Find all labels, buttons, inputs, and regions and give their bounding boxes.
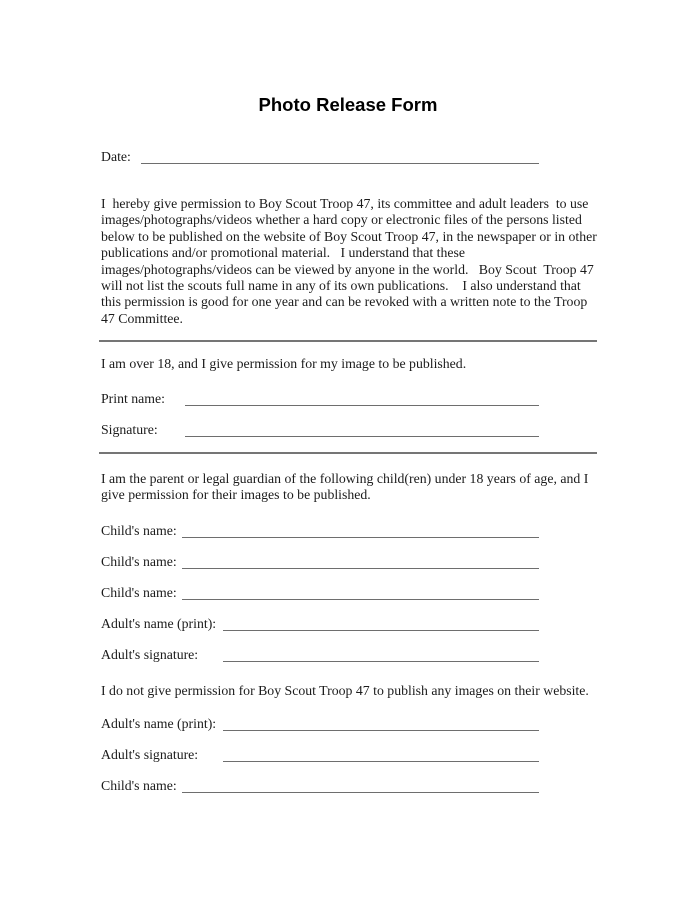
adult-print-name-label: Adult's name (print):: [101, 715, 217, 731]
intro-line: images/photographs/videos whether a hard copy or electronic files of the persons listed: [101, 212, 582, 228]
over-18-statement: I am over 18, and I give permission for my image to be published.: [101, 356, 467, 372]
adult-signature-field-row: [101, 646, 539, 663]
refusal-adult-signature-line[interactable]: [223, 761, 539, 762]
child-name-label: Child's name:: [101, 554, 177, 570]
date-line[interactable]: [141, 163, 539, 164]
child-name-line-2[interactable]: [182, 568, 539, 569]
adult-print-name-label: Adult's name (print):: [101, 616, 217, 632]
print-name-line[interactable]: [185, 405, 539, 406]
adult-print-name-field-row: [101, 715, 539, 732]
child-name-label: Child's name:: [101, 777, 177, 793]
child-name-field-row: [101, 777, 539, 794]
child-name-line-3[interactable]: [182, 599, 539, 600]
date-label: Date:: [101, 149, 131, 164]
intro-line: below to be published on the website of Boy Scout Troop 47, in the newspaper or in other: [101, 228, 597, 244]
adult-signature-label: Adult's signature:: [101, 746, 199, 762]
signature-field-row: [101, 421, 539, 438]
print-name-field-row: [101, 390, 539, 407]
intro-line: 47 Committee.: [101, 310, 184, 326]
child-name-field-row: [101, 584, 539, 601]
child-name-line-1[interactable]: [182, 537, 539, 538]
child-name-label: Child's name:: [101, 585, 177, 601]
signature-line[interactable]: [185, 436, 539, 437]
page-title: Photo Release Form: [258, 94, 438, 115]
guardian-statement: [101, 471, 595, 504]
intro-line: publications and/or promotional material. I understand that these: [101, 245, 465, 261]
adult-signature-label: Adult's signature:: [101, 647, 199, 663]
adult-signature-line[interactable]: [223, 661, 539, 662]
child-name-field-row: [101, 522, 539, 539]
refusal-adult-print-name-line[interactable]: [223, 730, 539, 731]
no-permission-statement: I do not give permission for Boy Scout Troop 47 to publish any images on their website.: [101, 683, 589, 699]
section-divider: [99, 340, 597, 342]
signature-label: Signature:: [101, 421, 158, 437]
guardian-statement-line: give permission for their images to be published.: [101, 487, 371, 503]
refusal-child-name-line[interactable]: [182, 792, 539, 793]
section-divider: [99, 452, 597, 454]
intro-line: will not list the scouts full name in any of its own publications. I also understand that: [101, 278, 581, 294]
child-name-field-row: [101, 553, 539, 570]
child-name-label: Child's name:: [101, 523, 177, 539]
intro-line: images/photographs/videos can be viewed by anyone in the world. Boy Scout Troop 47: [101, 261, 594, 277]
date-field-row: [101, 148, 539, 165]
permission-paragraph: [101, 196, 595, 327]
adult-signature-field-row: [101, 746, 539, 763]
adult-print-name-line[interactable]: [223, 630, 539, 631]
intro-line: I hereby give permission to Boy Scout Troop 47, its committee and adult leaders to use: [101, 196, 589, 211]
print-name-label: Print name:: [101, 390, 165, 406]
guardian-statement-line: I am the parent or legal guardian of the following child(ren) under 18 years of age, and I: [101, 470, 589, 486]
adult-print-name-field-row: [101, 615, 539, 632]
intro-line: this permission is good for one year and can be revoked with a written note to the Troop: [101, 294, 588, 310]
